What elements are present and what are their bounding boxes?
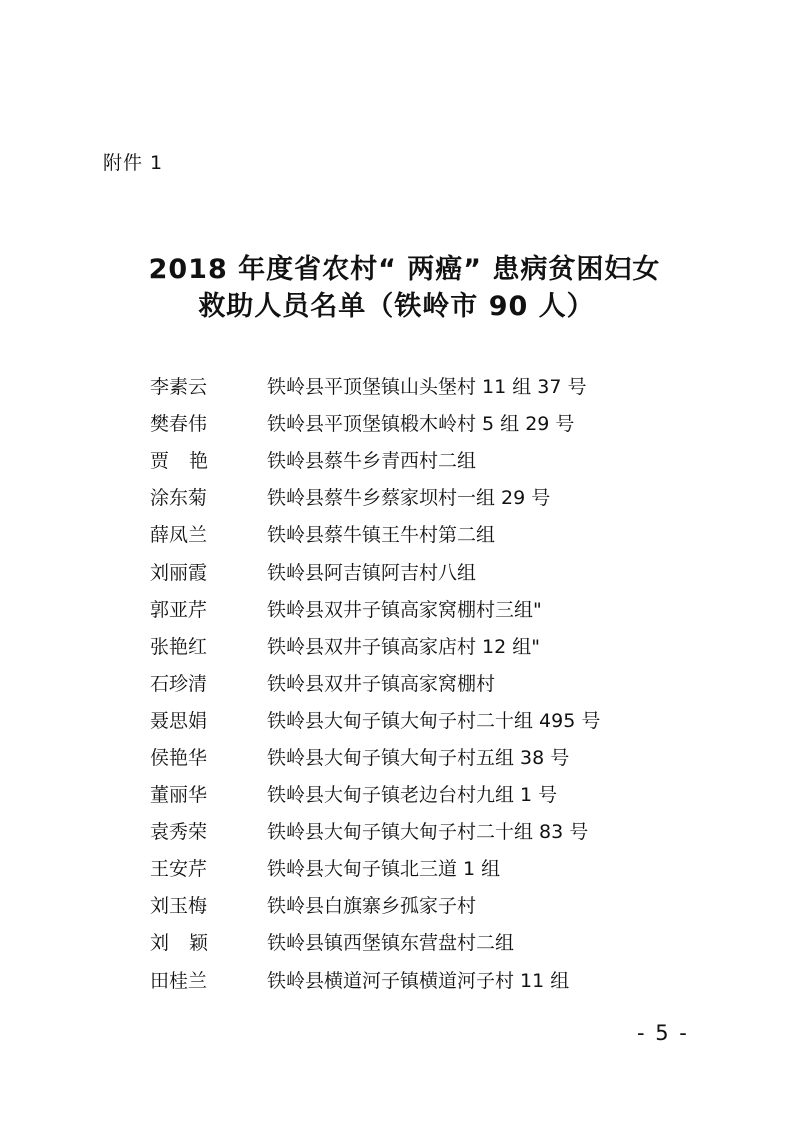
list-item: [150, 590, 710, 627]
recipient-name: 王安芹: [150, 858, 208, 881]
recipient-name: 刘颖: [150, 932, 228, 955]
list-item: [150, 552, 710, 589]
recipient-address: 铁岭县大甸子镇大甸子村五组 38 号: [267, 746, 570, 769]
recipient-address: 铁岭县平顶堡镇山头堡村 11 组 37 号: [267, 376, 587, 399]
document-title-line-1: 2018 年度省农村“ 两癌” 患病贫困妇女: [148, 254, 661, 285]
recipient-name: 薛凤兰: [150, 524, 208, 547]
list-item: [150, 849, 710, 886]
list-item: [150, 441, 710, 478]
list-item: [150, 515, 710, 552]
recipient-address: 铁岭县大甸子镇北三道 1 组: [267, 858, 501, 881]
recipient-name: 石珍清: [150, 672, 208, 695]
list-item: [150, 627, 710, 664]
recipient-address: 铁岭县白旗寨乡孤家子村: [267, 895, 477, 918]
recipient-name: 聂思娟: [150, 709, 208, 732]
recipient-address: 铁岭县阿吉镇阿吉村八组: [267, 561, 477, 584]
recipient-address: 铁岭县蔡牛乡青西村二组: [267, 450, 477, 473]
list-item: [150, 478, 710, 515]
recipient-address: 铁岭县大甸子镇大甸子村二十组 495 号: [267, 709, 601, 732]
recipient-address: 铁岭县横道河子镇横道河子村 11 组: [267, 969, 570, 992]
recipient-address: 铁岭县双井子镇高家窝棚村: [267, 672, 496, 695]
recipient-address: 铁岭县双井子镇高家店村 12 组": [267, 635, 540, 658]
recipient-name: 贾艳: [150, 450, 228, 473]
recipient-name: 袁秀荣: [150, 821, 208, 844]
list-item: [150, 664, 710, 701]
recipient-address: 铁岭县平顶堡镇椴木岭村 5 组 29 号: [267, 413, 575, 436]
recipient-address: 铁岭县蔡牛镇王牛村第二组: [267, 524, 496, 547]
list-item: [150, 404, 710, 441]
recipient-name: 侯艳华: [150, 746, 208, 769]
list-item: [150, 775, 710, 812]
recipient-address: 铁岭县镇西堡镇东营盘村二组: [267, 932, 515, 955]
recipient-name: 田桂兰: [150, 969, 208, 992]
document-title-line-2: 救助人员名单（铁岭市 90 人）: [198, 291, 595, 322]
recipient-name: 樊春伟: [150, 413, 208, 436]
recipient-name: 李素云: [150, 376, 208, 399]
page-number: - 5 -: [637, 1021, 689, 1045]
attachment-label: 附件 1: [103, 152, 164, 174]
list-item: [150, 886, 710, 923]
list-item: [150, 923, 710, 960]
list-item: [150, 701, 710, 738]
list-item: [150, 367, 710, 404]
recipient-name: 刘玉梅: [150, 895, 208, 918]
recipient-list: [150, 367, 710, 998]
recipient-address: 铁岭县双井子镇高家窝棚村三组": [267, 598, 542, 621]
recipient-name: 张艳红: [150, 635, 208, 658]
list-item: [150, 961, 710, 998]
recipient-address: 铁岭县蔡牛乡蔡家坝村一组 29 号: [267, 487, 551, 510]
recipient-name: 刘丽霞: [150, 561, 208, 584]
recipient-address: 铁岭县大甸子镇大甸子村二十组 83 号: [267, 821, 589, 844]
recipient-name: 董丽华: [150, 784, 208, 807]
recipient-address: 铁岭县大甸子镇老边台村九组 1 号: [267, 784, 558, 807]
recipient-name: 涂东菊: [150, 487, 208, 510]
list-item: [150, 812, 710, 849]
recipient-name: 郭亚芹: [150, 598, 208, 621]
list-item: [150, 738, 710, 775]
